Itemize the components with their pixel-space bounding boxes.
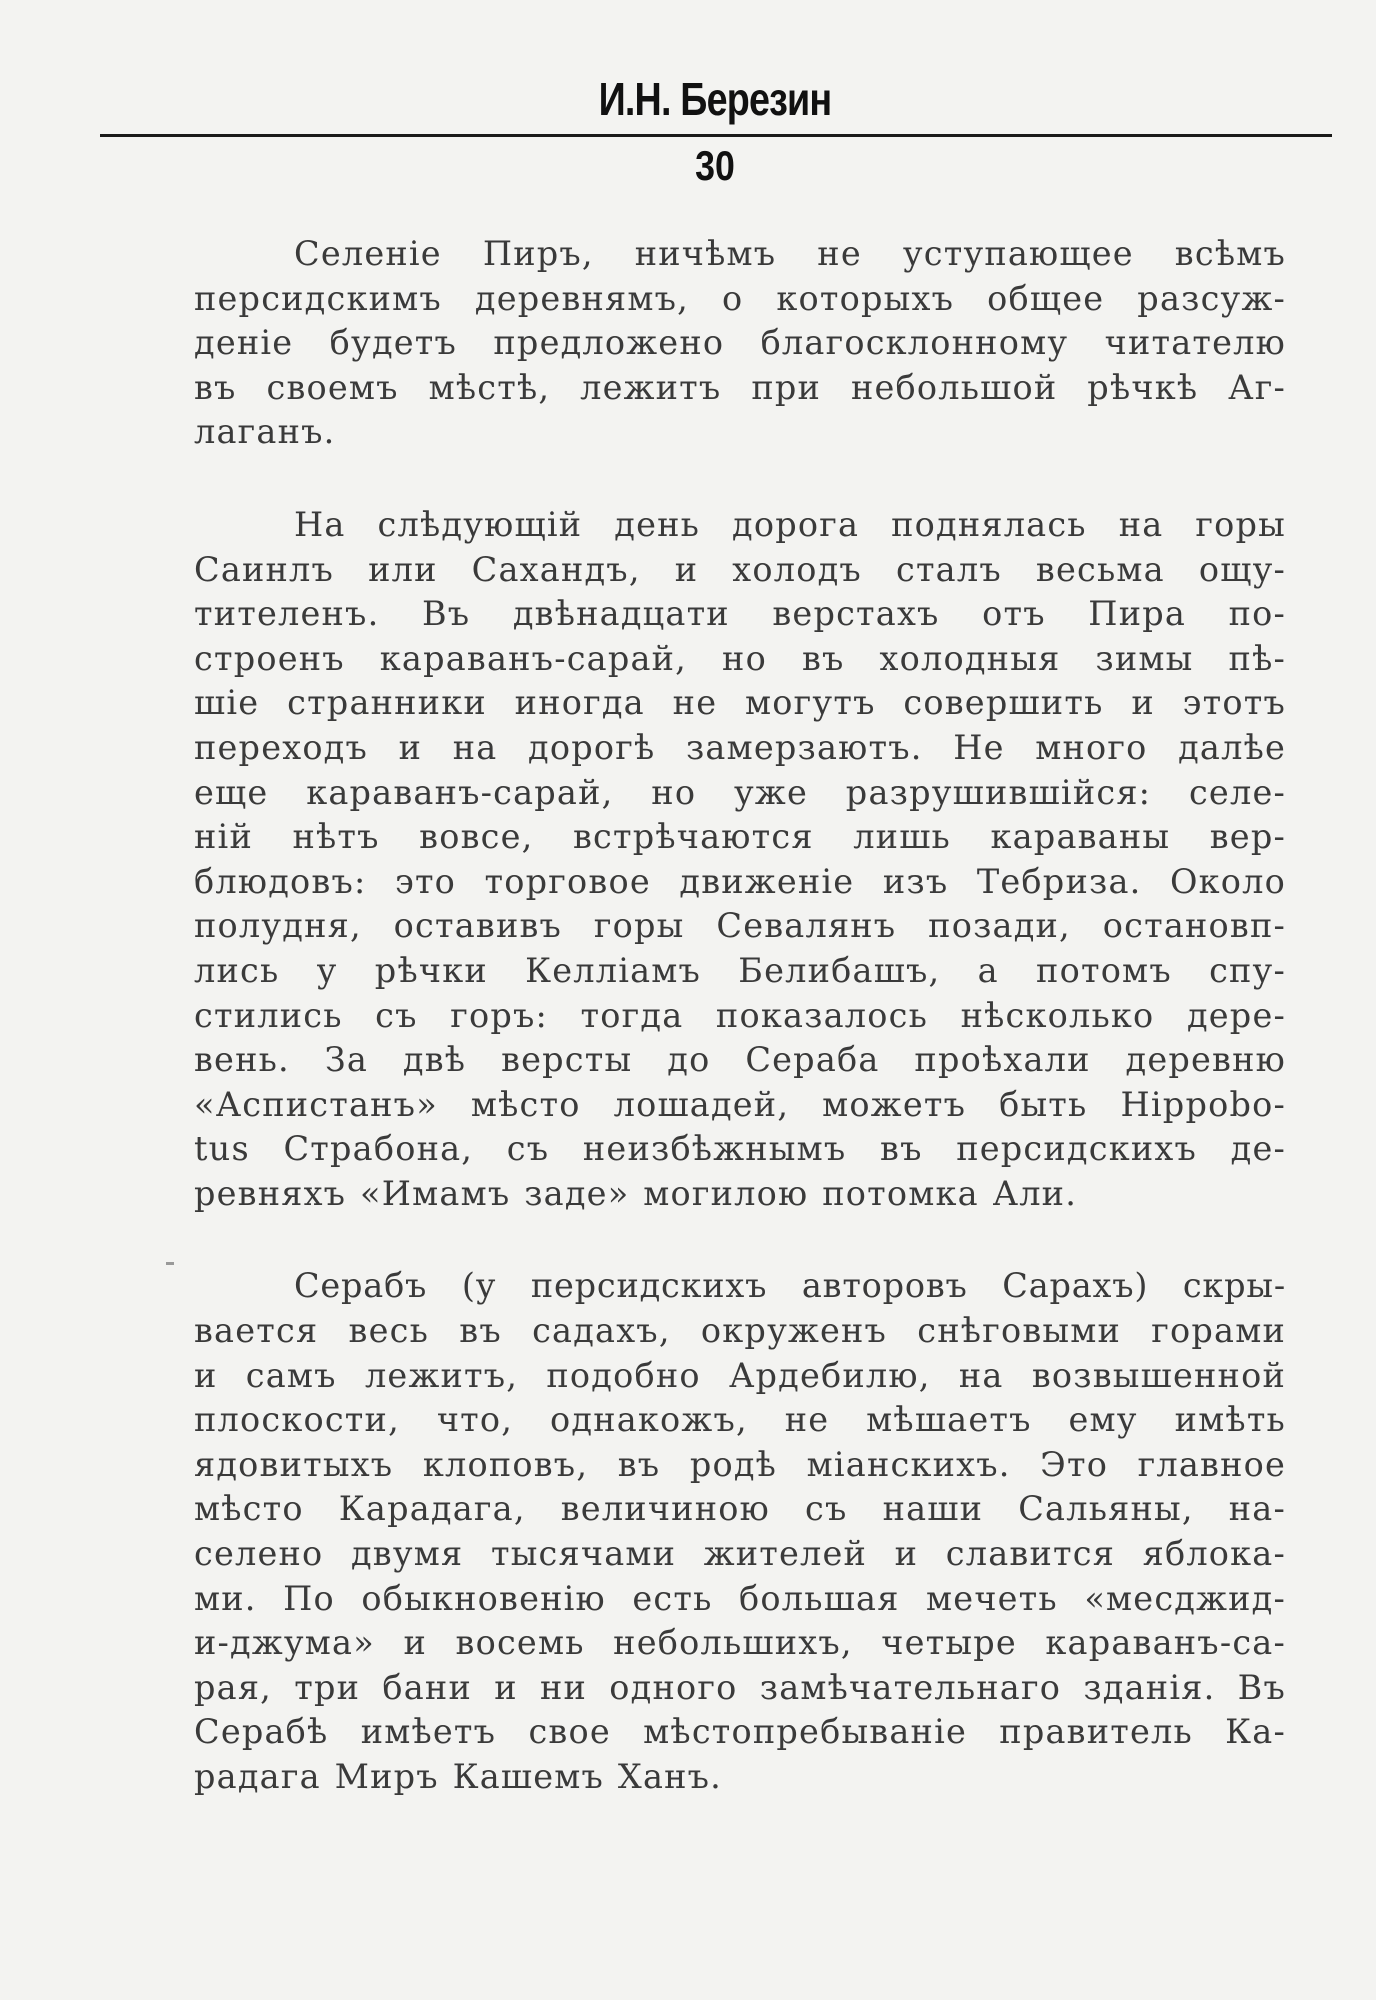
text-line: строенъ караванъ-сарай, но въ холодныя зимы пѣ- <box>194 638 1286 678</box>
text-line: полудня, оставивъ горы Севалянъ позади, остановп- <box>194 906 1286 946</box>
text-line: переходъ и на дорогѣ замерзаютъ. Не много далѣе <box>194 727 1286 767</box>
text-line: вается весь въ садахъ, окруженъ снѣговыми горами <box>194 1311 1286 1351</box>
text-line: На слѣдующій день дорога поднялась на горы <box>294 504 1286 544</box>
text-line: радага Миръ Кашемъ Ханъ. <box>194 1757 723 1796</box>
text-line: «Аспистанъ» мѣсто лошадей, можетъ быть Ηippobo- <box>194 1084 1286 1124</box>
text-line: персидскимъ деревнямъ, о которыхъ общее разсуж- <box>194 278 1286 318</box>
page-number: 30 <box>695 142 735 189</box>
paragraph-1 <box>194 232 1286 455</box>
text-line: ній нѣтъ вовсе, встрѣчаются лишь караваны вер- <box>194 817 1286 857</box>
running-title: И.Н. Березин <box>598 73 832 125</box>
margin-mark <box>166 1262 174 1265</box>
text-line: вень. За двѣ версты до Сераба проѣхали деревню <box>194 1040 1286 1080</box>
text-line: селено двумя тысячами жителей и славится яблока- <box>194 1534 1286 1574</box>
text-line: тителенъ. Въ двѣнадцати верстахъ отъ Пира по- <box>194 594 1286 634</box>
text-line: деніе будетъ предложено благосклонному читателю <box>194 323 1286 363</box>
header-rule <box>100 134 1332 137</box>
text-line: шіе странники иногда не могутъ совершить и этотъ <box>194 683 1286 723</box>
text-line: ядовитыхъ клоповъ, въ родѣ міанскихъ. Это главное <box>194 1444 1286 1484</box>
text-line: въ своемъ мѣстѣ, лежитъ при небольшой рѣчкѣ Аг- <box>194 367 1286 407</box>
paragraph-3 <box>194 1264 1286 1799</box>
body-text <box>194 232 1286 1848</box>
text-line: мѣсто Карадага, величиною съ наши Сальяны, на- <box>194 1489 1286 1529</box>
text-line: и-джума» и восемь небольшихъ, четыре караванъ-са- <box>194 1623 1286 1663</box>
text-line: Селеніе Пиръ, ничѣмъ не уступающее всѣмъ <box>294 234 1286 273</box>
text-line: tus Страбона, съ неизбѣжнымъ въ персидскихъ де- <box>194 1129 1286 1169</box>
text-line: еще караванъ-сарай, но уже разрушившійся: селе- <box>194 772 1286 812</box>
text-line: Серабѣ имѣетъ свое мѣстопребываніе правитель Ка- <box>194 1712 1286 1752</box>
text-line: ревняхъ «Имамъ заде» могилою потомка Али. <box>194 1173 1078 1213</box>
text-line: ми. По обыкновенію есть большая мечеть «месджид- <box>194 1578 1286 1618</box>
text-line: стились съ горъ: тогда показалось нѣсколько дере- <box>194 995 1286 1035</box>
text-line: блюдовъ: это торговое движеніе изъ Тебриза. Около <box>194 861 1286 901</box>
paragraph-2 <box>194 503 1286 1217</box>
text-line: рая, три бани и ни одного замѣчательнаго зданія. Въ <box>194 1667 1286 1707</box>
text-line: лись у рѣчки Келліамъ Белибашъ, а потомъ спу- <box>194 950 1286 990</box>
text-line: плоскости, что, однакожъ, не мѣшаетъ ему имѣть <box>194 1400 1286 1440</box>
text-line: Саинлъ или Сахандъ, и холодъ сталъ весьма ощу- <box>194 549 1286 589</box>
text-line: лаганъ. <box>194 412 336 452</box>
text-line: Серабъ (у персидскихъ авторовъ Сарахъ) скры- <box>294 1266 1286 1306</box>
text-line: и самъ лежитъ, подобно Ардебилю, на возвышенной <box>194 1355 1286 1395</box>
